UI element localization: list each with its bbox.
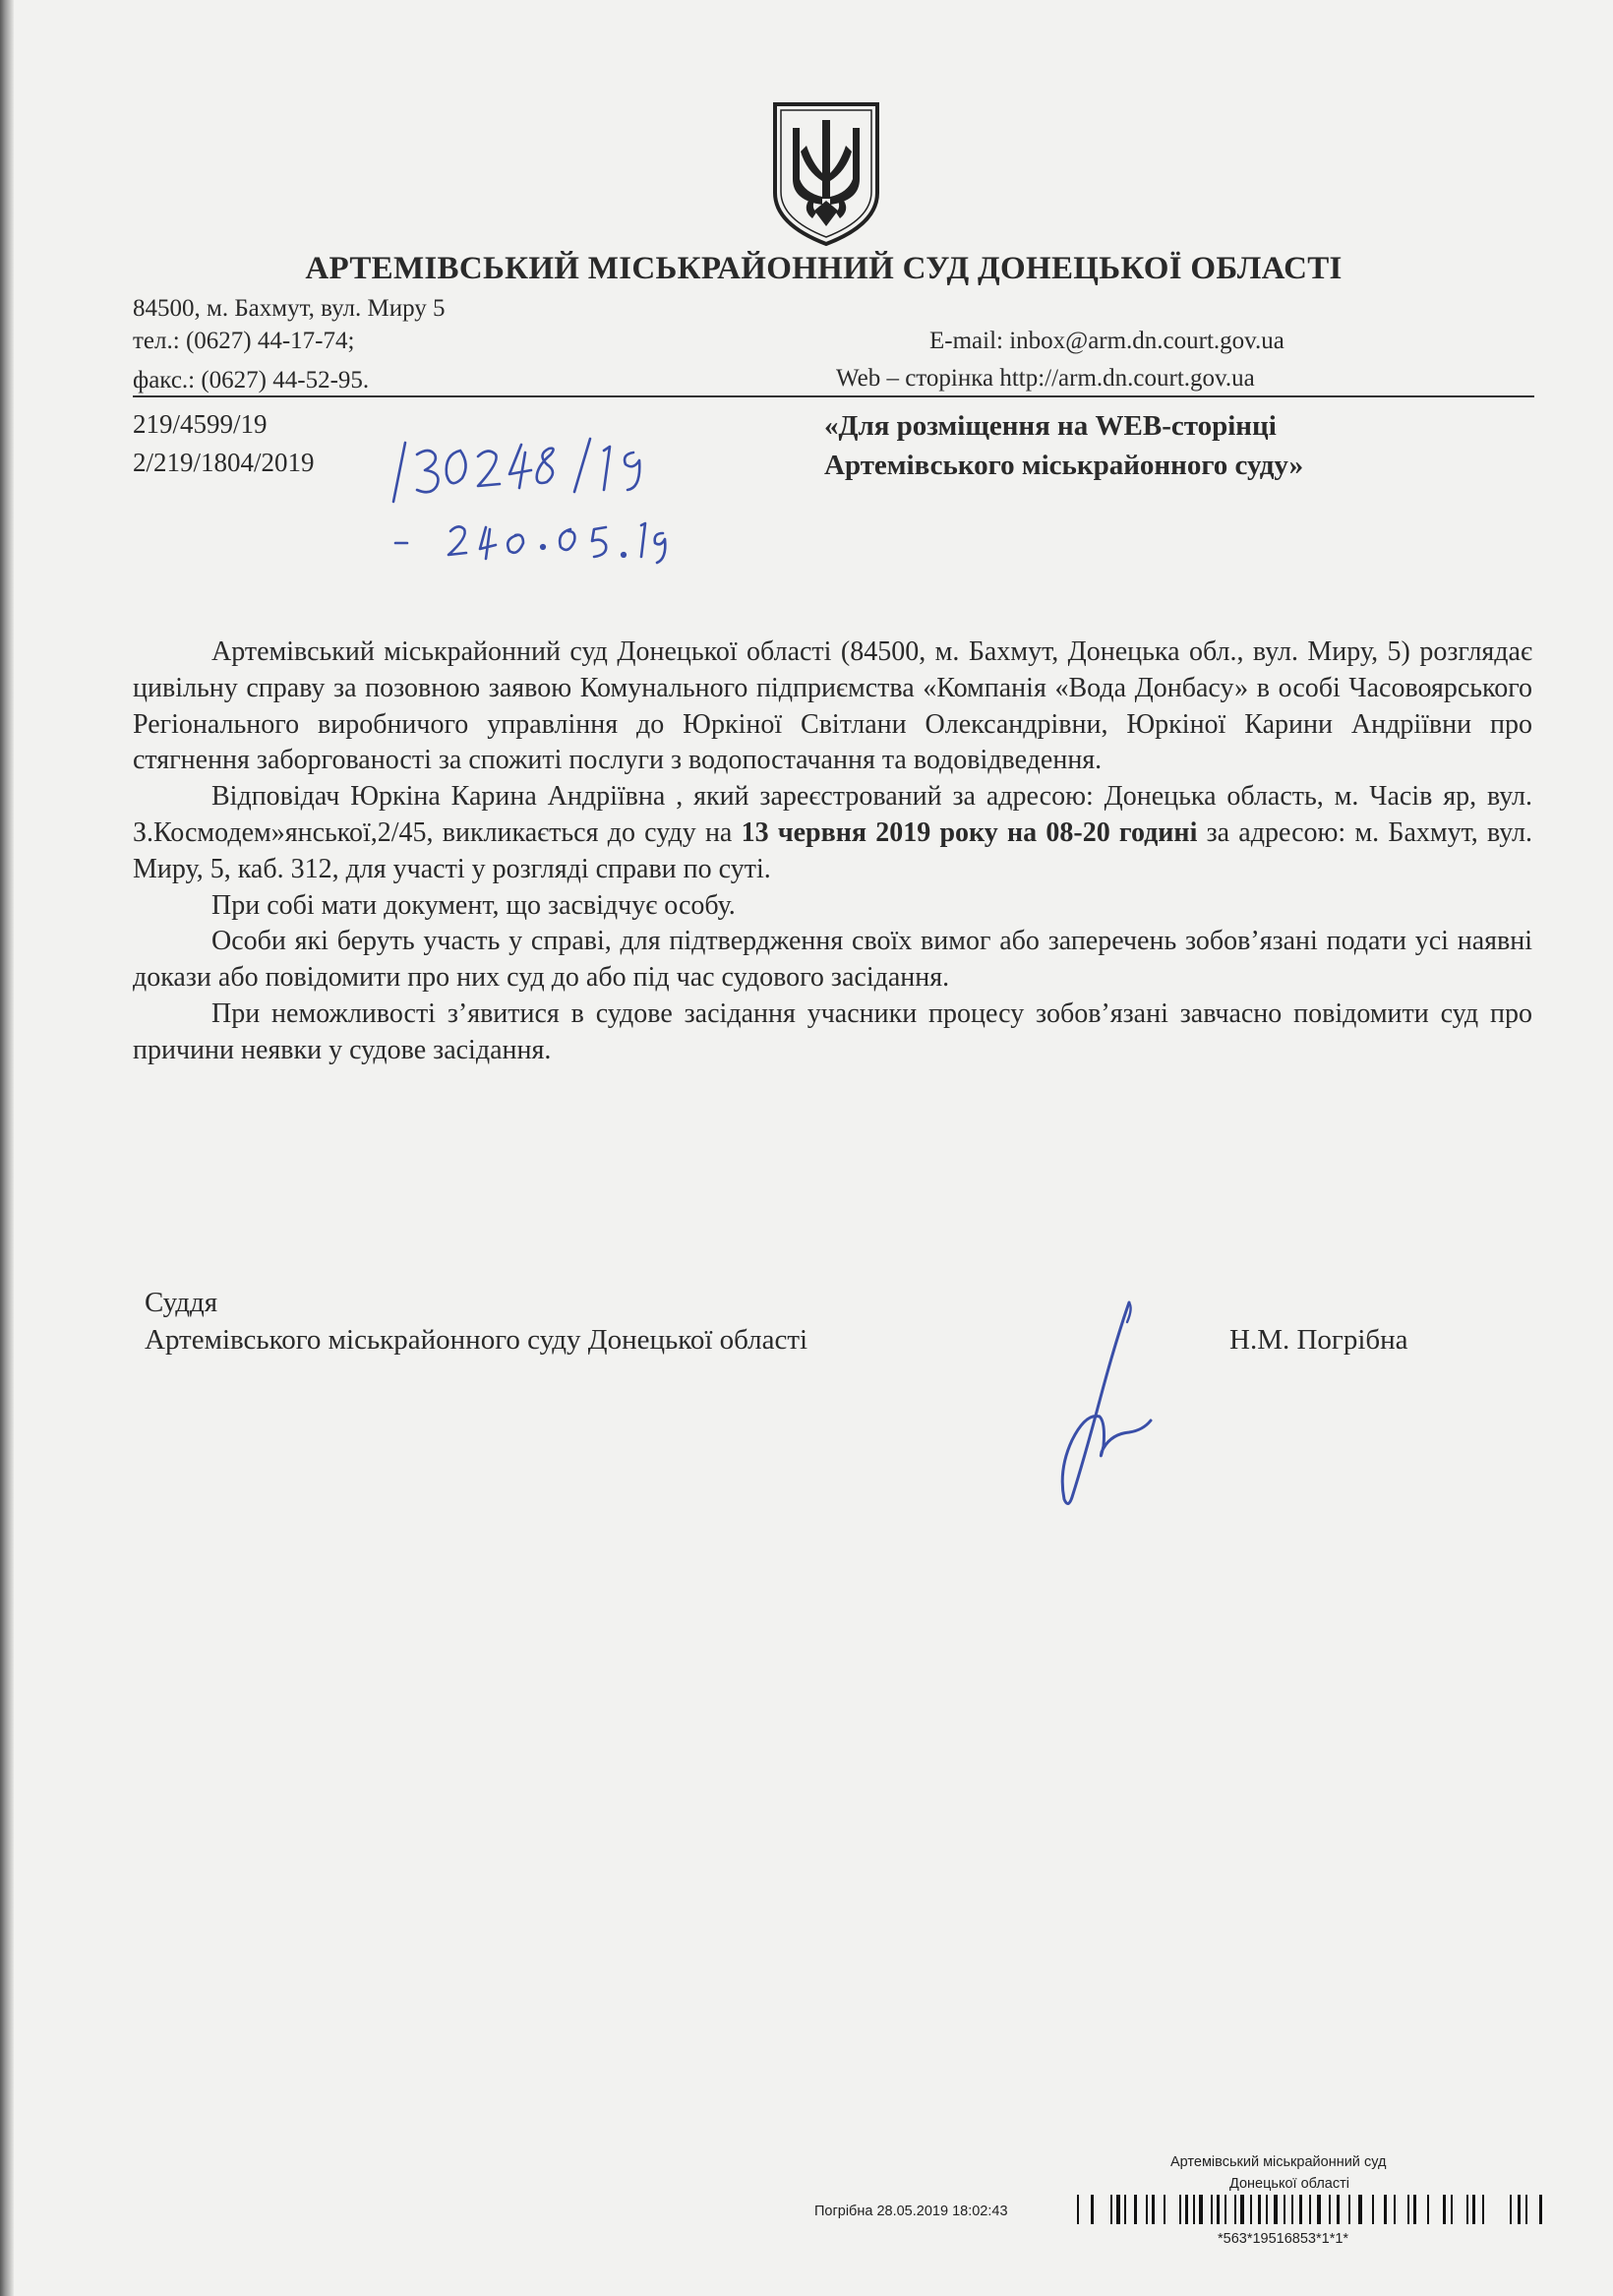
stamp-registration: Погрібна 28.05.2019 18:02:43 bbox=[814, 2204, 1008, 2219]
handwritten-registration-number bbox=[376, 433, 671, 580]
judge-signature bbox=[993, 1297, 1165, 1518]
summons-text-end: за адресою: м. Бахмут, вул. Миру, 5, каб. 312, для участі у розгляді справи по суті. bbox=[133, 816, 1532, 884]
paragraph-absence-notice: При неможливості з’явитися в судове засідання учасники процесу зобов’язані завчасно повідомити суд про причини неявки у судове засідання. bbox=[133, 997, 1532, 1065]
court-name-heading: АРТЕМІВСЬКИЙ МІСЬКРАЙОННИЙ СУД ДОНЕЦЬКОЇ ОБЛАСТІ bbox=[305, 251, 1343, 286]
header-divider bbox=[133, 395, 1534, 397]
trident-emblem-icon bbox=[767, 98, 885, 248]
court-address: 84500, м. Бахмут, вул. Миру 5 bbox=[133, 295, 446, 322]
paragraph-case-description: Артемівський міськрайонний суд Донецької області (84500, м. Бахмут, Донецька обл., вул. Миру, 5) розглядає цивільну справу за позовною заявою Комунального підприємства «Компанія «Вода Донбасу» в особі Часовоярського Регіонального виробничого управління до Юркіної Світлани Олександрівни, Юркіної Карини Андріївни про стягнення заборгованості за спожиті послуги з водопостачання та водовідведення. bbox=[133, 636, 1532, 776]
paragraph-id-document: При собі мати документ, що засвідчує особу. bbox=[211, 889, 736, 921]
stamp-court-line-2: Донецької області bbox=[1229, 2176, 1349, 2192]
hearing-date-time: 13 червня 2019 року на 08-20 годині bbox=[741, 816, 1198, 848]
paragraph-summons bbox=[133, 779, 1532, 887]
summons-text-start: Відповідач Юркіна Карина Андріївна , який зареєстрований за адресою: Донецька область, м. Часів яр, вул. З.Космодем»янської,2/45, викликається до суду на bbox=[133, 781, 1532, 848]
web-placement-line-1: «Для розміщення на WEB-сторінці bbox=[824, 410, 1277, 442]
barcode-caption: *563*19516853*1*1* bbox=[1218, 2231, 1349, 2247]
court-fax: факс.: (0627) 44-52-95. bbox=[133, 367, 370, 393]
court-phone: тел.: (0627) 44-17-74; bbox=[133, 328, 355, 354]
court-website: Web – сторінка http://arm.dn.court.gov.ua bbox=[836, 365, 1255, 392]
web-placement-line-2: Артемівського міськрайонного суду» bbox=[824, 450, 1304, 481]
judge-name: Н.М. Погрібна bbox=[1229, 1324, 1408, 1356]
proceeding-number: 2/219/1804/2019 bbox=[133, 448, 315, 477]
judge-title: Суддя bbox=[145, 1287, 218, 1318]
judge-court: Артемівського міськрайонного суду Донецької області bbox=[145, 1324, 808, 1356]
web-placement-note bbox=[824, 406, 1303, 485]
document-body bbox=[133, 634, 1532, 1069]
case-number: 219/4599/19 bbox=[133, 409, 268, 439]
paragraph-evidence: Особи які беруть участь у справі, для підтвердження своїх вимог або заперечень зобов’язані подати усі наявні докази або повідомити про них суд до або під час судового засідання. bbox=[133, 926, 1532, 994]
court-email: E-mail: inbox@arm.dn.court.gov.ua bbox=[929, 328, 1284, 354]
stamp-court-line-1: Артемівський міськрайонний суд bbox=[1170, 2154, 1387, 2170]
document-barcode bbox=[1077, 2195, 1549, 2232]
